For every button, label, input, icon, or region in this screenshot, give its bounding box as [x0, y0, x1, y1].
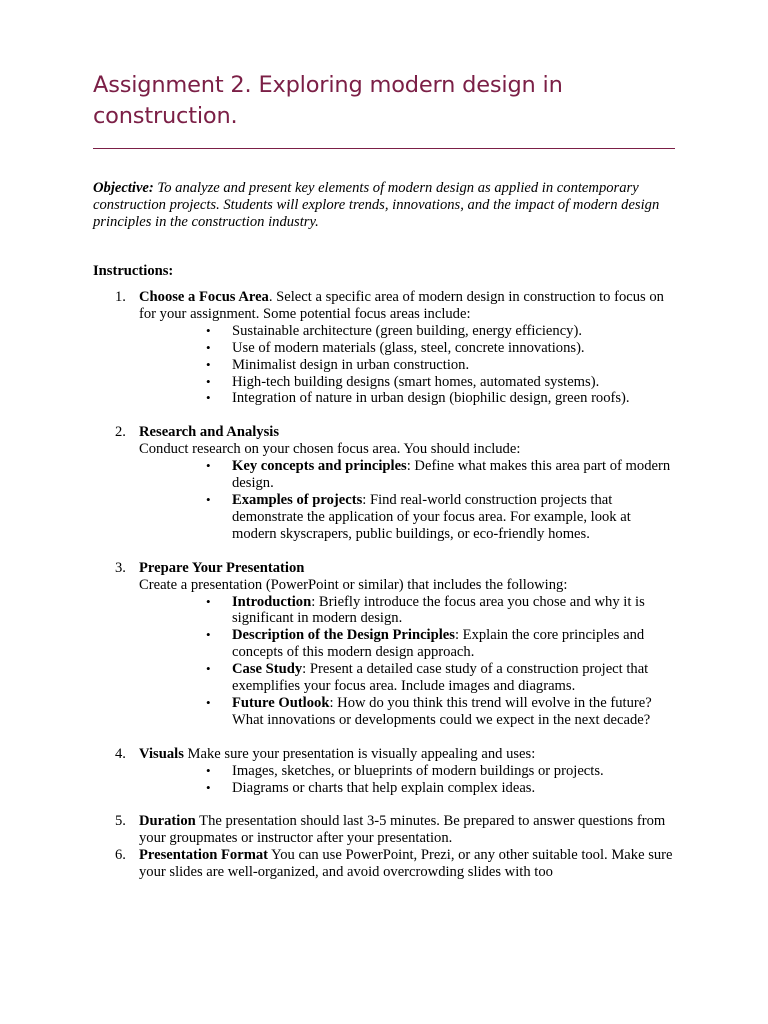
item-lead: Visuals: [139, 745, 184, 762]
list-item-3: [0, 560, 679, 594]
bullet-icon: •: [206, 593, 211, 609]
item-text: . Select a specific area of modern design in construction to focus on for your assignment. Some potential focus areas include:: [139, 289, 664, 322]
bullet-icon: •: [206, 373, 211, 389]
bullet-icon: •: [206, 458, 211, 474]
list-item-5: [0, 813, 679, 847]
item-text: You can use PowerPoint, Prezi, or any other suitable tool. Make sure your slides are well-organized, and avoid overcrowding slides with too: [139, 847, 673, 881]
item-lead: Presentation Format: [139, 847, 269, 864]
item-text: Conduct research on your chosen focus area. You should include:: [139, 441, 521, 458]
item-text: The presentation should last 3-5 minutes. Be prepared to answer questions from your groupmates or instructor after your presentation.: [139, 813, 666, 847]
list-item-6: [0, 847, 679, 881]
item-lead: Prepare Your Presentation: [139, 559, 305, 576]
sub-bullet: • Images, sketches, or blueprints of modern buildings or projects.: [206, 762, 604, 779]
bullet-icon: •: [206, 779, 211, 795]
instructions-heading: Instructions:: [93, 263, 174, 279]
item-number: 6.: [115, 847, 126, 864]
sub-bullet: • Use of modern materials (glass, steel, concrete innovations).: [206, 339, 585, 356]
list-item-2: [0, 424, 679, 458]
sub-bullet: • Key concepts and principles: Define what makes this area part of modern design.: [206, 458, 671, 492]
bullet-icon: •: [206, 627, 211, 643]
bullet-icon: •: [206, 322, 211, 338]
bullet-icon: •: [206, 339, 211, 355]
item-number: 2.: [115, 424, 126, 441]
item-lead: Choose a Focus Area: [139, 289, 269, 305]
item-lead: Duration: [139, 813, 196, 830]
sub-bullet: • Diagrams or charts that help explain complex ideas.: [206, 779, 536, 796]
bullet-icon: •: [206, 356, 211, 372]
title-divider: [93, 148, 675, 149]
sub-bullet: • Case Study: Present a detailed case study of a construction project that exemplifies your focus area. Include images and diagrams.: [206, 661, 649, 695]
item-number: 4.: [115, 745, 126, 762]
sub-bullet: • Description of the Design Principles: Explain the core principles and concepts of this modern design approach.: [206, 627, 645, 661]
objective-label: Objective:: [93, 180, 154, 196]
sub-bullet: • Integration of nature in urban design (biophilic design, green roofs).: [206, 390, 630, 407]
bullet-icon: •: [206, 762, 211, 778]
objective-text: To analyze and present key elements of modern design as applied in contemporary construction projects. Students will explore trends, innovations, and the impact of modern design principles in the construction industry.: [93, 180, 660, 230]
sub-bullet: • Examples of projects: Find real-world construction projects that demonstrate the application of your focus area. For example, look at modern skyscrapers, public buildings, or eco-friendly homes.: [206, 491, 631, 542]
bullet-icon: •: [206, 694, 211, 710]
sub-bullet: • High-tech building designs (smart homes, automated systems).: [206, 373, 600, 390]
bullet-icon: •: [206, 661, 211, 677]
instructions-list: [0, 289, 768, 881]
sub-bullet: • Minimalist design in urban construction.: [206, 356, 470, 373]
item-text: Make sure your presentation is visually appealing and uses:: [183, 745, 536, 762]
list-item-4: [0, 746, 679, 763]
document-title: Assignment 2. Exploring modern design in construction.: [93, 72, 563, 129]
item-number: 1.: [115, 289, 126, 305]
objective-paragraph: [93, 180, 678, 231]
item-text: Create a presentation (PowerPoint or similar) that includes the following:: [139, 576, 568, 593]
item-lead: Research and Analysis: [139, 424, 280, 441]
bullet-icon: •: [206, 491, 211, 507]
item-number: 3.: [115, 559, 126, 576]
item-number: 5.: [115, 813, 126, 830]
sub-bullet: • Future Outlook: How do you think this trend will evolve in the future? What innovations or developments could we expect in the next decade?: [206, 694, 652, 728]
list-item-1: [0, 289, 679, 323]
sub-bullet: • Sustainable architecture (green building, energy efficiency).: [206, 322, 582, 339]
sub-bullet: • Introduction: Briefly introduce the focus area you chose and why it is significant in modern design.: [206, 593, 645, 627]
bullet-icon: •: [206, 390, 211, 406]
